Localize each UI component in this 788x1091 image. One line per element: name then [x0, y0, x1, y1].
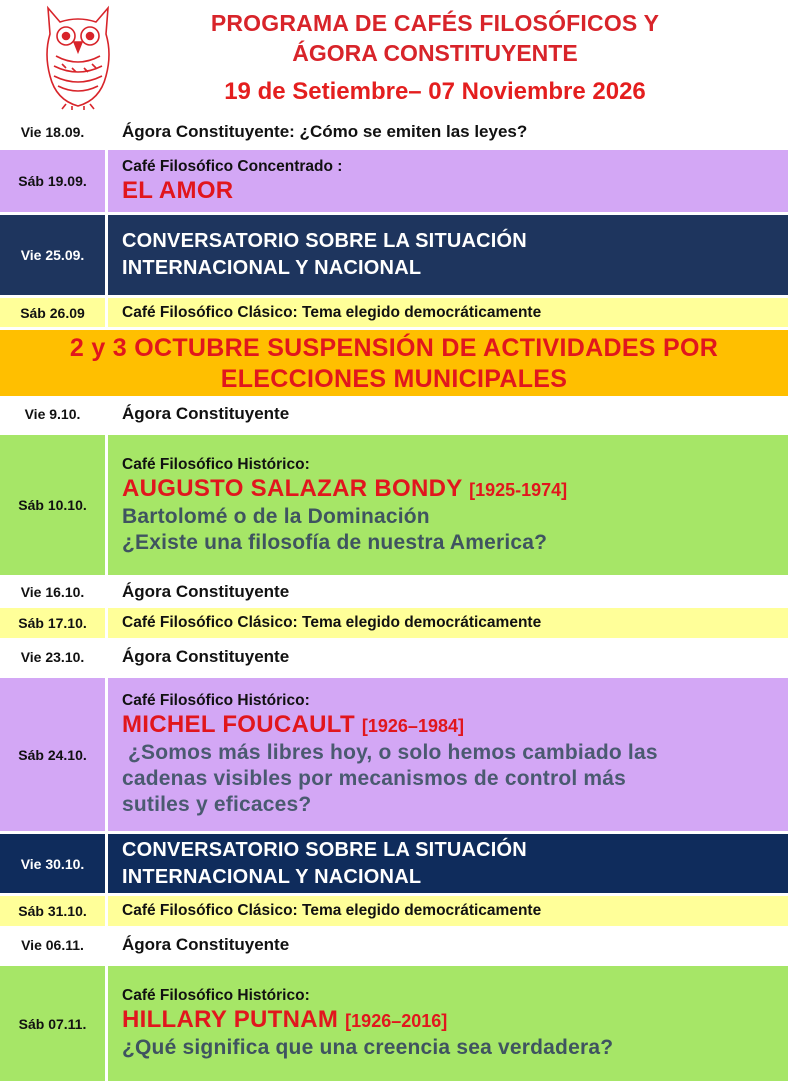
row-text: Café Filosófico Clásico: Tema elegido democráticamente — [122, 902, 542, 919]
row-date: Vie 06.11. — [0, 926, 108, 963]
schedule-row — [0, 638, 788, 675]
philosopher-years: [1926–1984] — [361, 716, 464, 736]
row-question-line1: ¿Somos más libres hoy, o solo hemos cambiado las — [122, 741, 658, 764]
row-topic: EL AMOR — [122, 177, 234, 204]
row-conversatorio-line1: CONVERSATORIO SOBRE LA SITUACIÓN — [122, 838, 527, 861]
schedule-row — [0, 147, 788, 212]
program-title-line1: PROGRAMA DE CAFÉS FILOSÓFICOS Y — [210, 10, 660, 36]
row-date: Sáb 31.10. — [0, 896, 108, 926]
program-date-range: 19 de Setiembre– 07 Noviembre 2026 — [224, 78, 646, 105]
row-date: Vie 30.10. — [0, 834, 108, 893]
row-date: Sáb 17.10. — [0, 608, 108, 638]
row-text: Ágora Constituyente — [122, 404, 290, 423]
banner-line1: 2 y 3 OCTUBRE SUSPENSIÓN DE ACTIVIDADES POR — [69, 334, 719, 362]
philosopher-name: MICHEL FOUCAULT — [122, 711, 355, 738]
row-text: Ágora Constituyente — [122, 581, 290, 601]
row-question-line2: ¿Existe una filosofía de nuestra America? — [122, 530, 782, 556]
schedule-row — [0, 608, 788, 638]
row-conversatorio-line2: INTERNACIONAL Y NACIONAL — [122, 865, 422, 888]
row-question-line2: cadenas visibles por mecanismos de control más — [122, 767, 627, 790]
schedule-row — [0, 212, 788, 295]
row-text: Ágora Constituyente: ¿Cómo se emiten las leyes? — [122, 121, 528, 141]
row-date: Vie 25.09. — [0, 215, 108, 295]
row-date: Sáb 26.09 — [0, 298, 108, 327]
philosopher-years: [1926–2016] — [345, 1011, 448, 1031]
philosopher-name: AUGUSTO SALAZAR BONDY — [122, 474, 463, 502]
suspension-banner — [0, 327, 788, 396]
row-question-line3: sutiles y eficaces? — [122, 793, 312, 816]
row-question-line1: Bartolomé o de la Dominación — [122, 504, 782, 530]
row-subtitle: Café Filosófico Histórico: — [122, 987, 310, 1004]
owl-logo — [40, 4, 116, 110]
row-text: Café Filosófico Clásico: Tema elegido democráticamente — [122, 303, 542, 321]
row-subtitle: Café Filosófico Histórico: — [122, 692, 310, 709]
row-date: Sáb 07.11. — [0, 966, 108, 1081]
row-date: Sáb 10.10. — [0, 435, 108, 575]
philosopher-name: HILLARY PUTNAM — [122, 1006, 339, 1033]
schedule-row — [0, 926, 788, 963]
row-date: Sáb 24.10. — [0, 678, 108, 831]
row-subtitle: Café Filosófico Histórico: — [122, 455, 310, 473]
row-date: Vie 23.10. — [0, 638, 108, 675]
row-date: Vie 18.09. — [0, 116, 108, 147]
schedule-row — [0, 831, 788, 893]
schedule-row — [0, 893, 788, 926]
row-text: Café Filosófico Clásico: Tema elegido democráticamente — [122, 614, 542, 631]
schedule-row — [0, 396, 788, 432]
program-title-line2: ÁGORA CONSTITUYENTE — [292, 40, 578, 66]
row-text: Ágora Constituyente — [122, 934, 290, 954]
schedule-row — [0, 675, 788, 831]
row-conversatorio-line1: CONVERSATORIO SOBRE LA SITUACIÓN — [122, 230, 527, 252]
schedule-row — [0, 432, 788, 575]
banner-line2: ELECCIONES MUNICIPALES — [220, 365, 568, 393]
schedule-row — [0, 295, 788, 327]
row-question-line1: ¿Qué significa que una creencia sea verdadera? — [122, 1035, 782, 1061]
schedule-row — [0, 116, 788, 147]
schedule-table — [0, 116, 788, 1081]
philosopher-years: [1925-1974] — [469, 479, 568, 500]
row-date: Sáb 19.09. — [0, 150, 108, 212]
row-date: Vie 16.10. — [0, 575, 108, 608]
row-date: Vie 9.10. — [0, 396, 108, 432]
schedule-row — [0, 575, 788, 608]
row-subtitle: Café Filosófico Concentrado : — [122, 158, 343, 175]
row-text: Ágora Constituyente — [122, 646, 290, 666]
row-conversatorio-line2: INTERNACIONAL Y NACIONAL — [122, 257, 422, 279]
schedule-row — [0, 963, 788, 1081]
